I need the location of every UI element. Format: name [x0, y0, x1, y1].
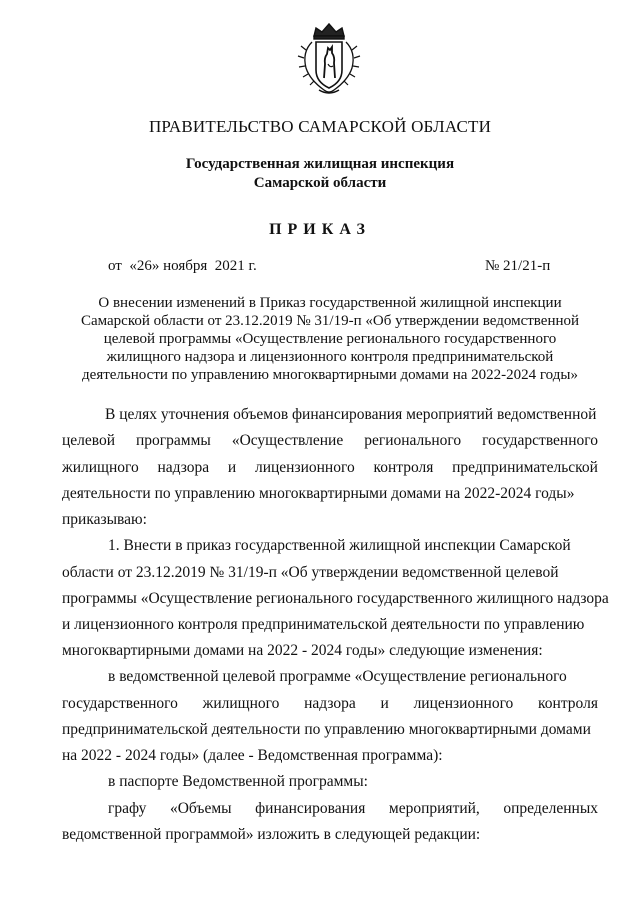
word: предпринимательской [452, 459, 598, 476]
body-line: на 2022 - 2024 годы» (далее - Ведомственная программа): [62, 747, 443, 764]
body-line: деятельности по управлению многоквартирными домами на 2022-2024 годы» [62, 485, 575, 502]
body-line: 1. Внести в приказ государственной жилищной инспекции Самарской [108, 537, 571, 554]
subject-line: целевой программы «Осуществление регионального государственного [103, 331, 557, 347]
body-line: многоквартирными домами на 2022 - 2024 годы» следующие изменения: [62, 642, 543, 659]
word: программы [136, 432, 211, 449]
body-line: ведомственной программой» изложить в следующей редакции: [62, 826, 481, 843]
body-line: в ведомственной целевой программе «Осуществление регионального [108, 668, 567, 685]
word: лицензионного [413, 695, 514, 712]
word: мероприятий, [388, 800, 480, 817]
agency-name-line: Государственная жилищная инспекция [185, 156, 455, 172]
subject-line: жилищного надзора и лицензионного контроля предпринимательской [106, 349, 554, 365]
agency-name [0, 155, 640, 193]
body-line: программы «Осуществление регионального государственного жилищного надзора [62, 590, 609, 607]
body-line [108, 800, 598, 818]
body-line: предпринимательской деятельности по управлению многоквартирными домами [62, 721, 591, 738]
word: надзора [157, 459, 210, 476]
body-line: области от 23.12.2019 № 31/19-п «Об утверждении ведомственной целевой [62, 564, 559, 581]
word: регионального [364, 432, 462, 449]
body-line: приказываю: [62, 511, 147, 528]
order-date: от «26» ноября 2021 г. [108, 258, 257, 274]
order-number: № 21/21-п [485, 258, 551, 274]
word: государственного [62, 695, 178, 712]
word: государственного [482, 432, 598, 449]
word: жилищного [62, 459, 139, 476]
body-line: в паспорте Ведомственной программы: [108, 773, 368, 790]
samara-coat-of-arms-icon [294, 20, 364, 98]
word: надзора [304, 695, 356, 712]
body-line [62, 459, 598, 477]
body-line: и лицензионного контроля предпринимательской деятельности по управлению [62, 616, 585, 633]
subject-line: О внесении изменений в Приказ государственной жилищной инспекции [98, 295, 562, 311]
word: контроля [538, 695, 598, 712]
subject-line: Самарской области от 23.12.2019 № 31/19-п «Об утверждении ведомственной [80, 313, 580, 329]
word: «Осуществление [231, 432, 344, 449]
subject-line: деятельности по управлению многоквартирными домами на 2022-2024 годы» [82, 367, 578, 383]
document-type-heading: ПРИКАЗ [269, 221, 371, 238]
order-subject [70, 294, 590, 384]
body-line [62, 695, 598, 713]
word: финансирования [255, 800, 366, 817]
word: «Объемы [169, 800, 232, 817]
word: и [227, 459, 237, 476]
word: и [380, 695, 389, 712]
word: лицензионного [254, 459, 355, 476]
government-title: ПРАВИТЕЛЬСТВО САМАРСКОЙ ОБЛАСТИ [148, 117, 492, 136]
word: определенных [503, 800, 598, 817]
word: графу [108, 800, 147, 817]
word: целевой [62, 432, 116, 449]
agency-name-line: Самарской области [253, 175, 387, 191]
body-line [62, 432, 598, 450]
word: контроля [373, 459, 434, 476]
word: жилищного [202, 695, 280, 712]
body-line: В целях уточнения объемов финансирования мероприятий ведомственной [105, 406, 597, 423]
